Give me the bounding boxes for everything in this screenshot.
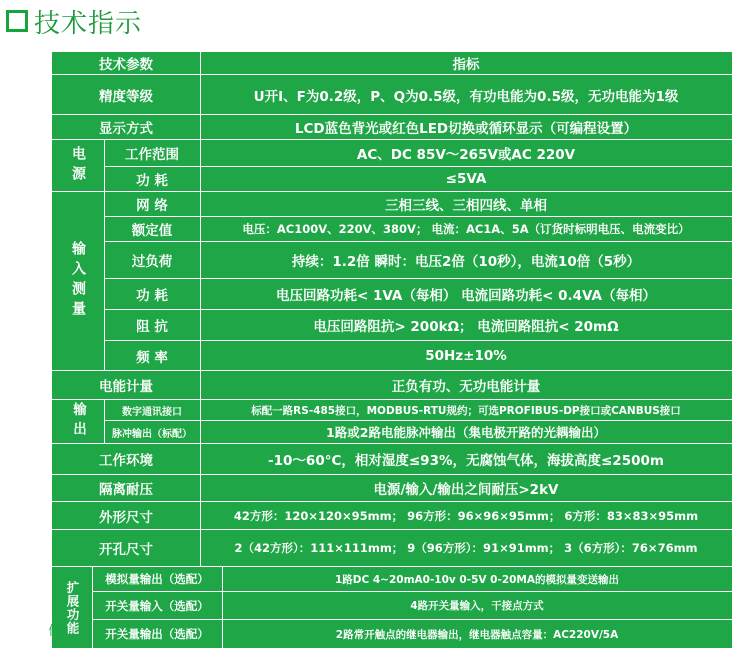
output-pulse-label: 脉冲输出（标配） bbox=[112, 428, 192, 440]
insulation-value: 电源/输入/输出之间耐压>2kV bbox=[373, 482, 559, 498]
dimensions-label: 外形尺寸 bbox=[99, 509, 153, 526]
input-group-label: 输入测量 bbox=[70, 241, 86, 321]
input-network-label: 网 络 bbox=[136, 198, 168, 214]
extension-switch-out-value: 2路常开触点的继电器输出，继电器触点容量：AC220V/5A bbox=[335, 628, 619, 641]
extension-switch-in-label: 开关量输入（选配） bbox=[105, 598, 209, 613]
output-comm-label: 数字通讯接口 bbox=[122, 406, 182, 418]
accuracy-value: U开I、F为0.2级，P、Q为0.5级，有功电能为0.5级，无功电能为1级 bbox=[253, 89, 679, 105]
column-divider bbox=[104, 139, 105, 370]
row-divider bbox=[52, 74, 732, 75]
accuracy-label: 精度等级 bbox=[99, 89, 153, 105]
row-divider bbox=[52, 501, 732, 502]
row-divider bbox=[104, 216, 732, 217]
power-range-label: 工作范围 bbox=[125, 147, 179, 163]
input-frequency-label: 频 率 bbox=[136, 349, 168, 366]
input-overload-label: 过负荷 bbox=[131, 254, 173, 270]
row-divider bbox=[52, 474, 732, 475]
input-network-value: 三相三线、三相四线、单相 bbox=[385, 198, 547, 214]
row-divider bbox=[92, 619, 732, 620]
power-consumption-label: 功 耗 bbox=[136, 173, 168, 189]
energy-value: 正负有功、无功电能计量 bbox=[391, 379, 541, 395]
cutout-label: 开孔尺寸 bbox=[99, 542, 153, 558]
header-spec: 指标 bbox=[452, 57, 480, 73]
input-frequency-value: 50Hz±10% bbox=[425, 347, 507, 364]
row-divider bbox=[52, 566, 732, 567]
row-divider bbox=[104, 241, 732, 242]
extension-analog-label: 模拟量输出（选配） bbox=[105, 572, 209, 586]
row-divider bbox=[52, 399, 732, 400]
output-group-label: 输出 bbox=[70, 402, 86, 441]
display-value: LCD蓝色背光或红色LED切换或循环显示（可编程设置） bbox=[294, 121, 638, 137]
input-impedance-label: 阻 抗 bbox=[136, 319, 168, 335]
environment-label: 工作环境 bbox=[99, 453, 153, 469]
environment-value: -10～60°C，相对湿度≤93%，无腐蚀气体，海拔高度≤2500m bbox=[268, 453, 664, 469]
column-divider bbox=[92, 566, 93, 648]
column-divider bbox=[104, 399, 105, 443]
row-divider bbox=[52, 191, 732, 192]
row-divider bbox=[104, 166, 732, 167]
insulation-label: 隔离耐压 bbox=[99, 482, 153, 498]
extension-analog-value: 1路DC 4~20mA0-10v 0-5V 0-20MA的模拟量变送输出 bbox=[334, 573, 620, 586]
row-divider bbox=[104, 340, 732, 341]
column-divider bbox=[222, 566, 223, 648]
extension-switch-out-label: 开关量输出（选配） bbox=[105, 627, 209, 641]
stray-character: 代 bbox=[48, 624, 62, 639]
input-overload-value: 持续：1.2倍 瞬时：电压2倍（10秒），电流10倍（5秒） bbox=[291, 254, 641, 270]
column-divider bbox=[200, 52, 201, 566]
row-divider bbox=[104, 420, 732, 421]
input-consumption-label: 功 耗 bbox=[136, 288, 168, 304]
energy-label: 电能计量 bbox=[99, 379, 153, 395]
output-comm-value: 标配一路RS-485接口，MODBUS-RTU规约；可选PROFIBUS-DP接口或CANBUS接口 bbox=[251, 404, 681, 417]
row-divider bbox=[52, 114, 732, 115]
power-range-value: AC、DC 85V～265V或AC 220V bbox=[356, 147, 576, 163]
extension-group-label: 扩展功能 bbox=[65, 580, 80, 635]
cutout-value: 2（42方形）：111×111mm； 9（96方形）：91×91mm； 3（6方形）：76×76mm bbox=[234, 541, 698, 555]
power-group-label: 电源 bbox=[70, 145, 86, 186]
section-title: 技术指示 bbox=[34, 8, 143, 39]
section-heading bbox=[6, 4, 142, 38]
power-consumption-value: ≤5VA bbox=[445, 171, 487, 187]
dimensions-value: 42方形：120×120×95mm； 96方形：96×96×95mm； 6方形：83×83×95mm bbox=[233, 508, 699, 523]
header-param: 技术参数 bbox=[99, 57, 153, 73]
checkbox-square-icon bbox=[6, 10, 28, 32]
input-rated-value: 电压：AC100V、220V、380V； 电流：AC1A、5A（订货时标明电压、电流变比） bbox=[242, 222, 690, 236]
display-label: 显示方式 bbox=[99, 121, 153, 137]
output-pulse-value: 1路或2路电能脉冲输出（集电极开路的光耦输出） bbox=[326, 425, 606, 440]
row-divider bbox=[52, 443, 732, 444]
row-divider bbox=[52, 529, 732, 530]
row-divider bbox=[52, 139, 732, 140]
input-impedance-value: 电压回路阻抗> 200kΩ； 电流回路阻抗< 20mΩ bbox=[313, 319, 619, 335]
row-divider bbox=[104, 309, 732, 310]
input-consumption-value: 电压回路功耗< 1VA（每相） 电流回路功耗< 0.4VA（每相） bbox=[276, 288, 656, 304]
input-rated-label: 额定值 bbox=[131, 223, 173, 239]
row-divider bbox=[52, 370, 732, 371]
row-divider bbox=[92, 591, 732, 592]
extension-switch-in-value: 4路开关量输入，干接点方式 bbox=[410, 600, 544, 612]
spec-table bbox=[52, 52, 732, 648]
row-divider bbox=[104, 278, 732, 279]
